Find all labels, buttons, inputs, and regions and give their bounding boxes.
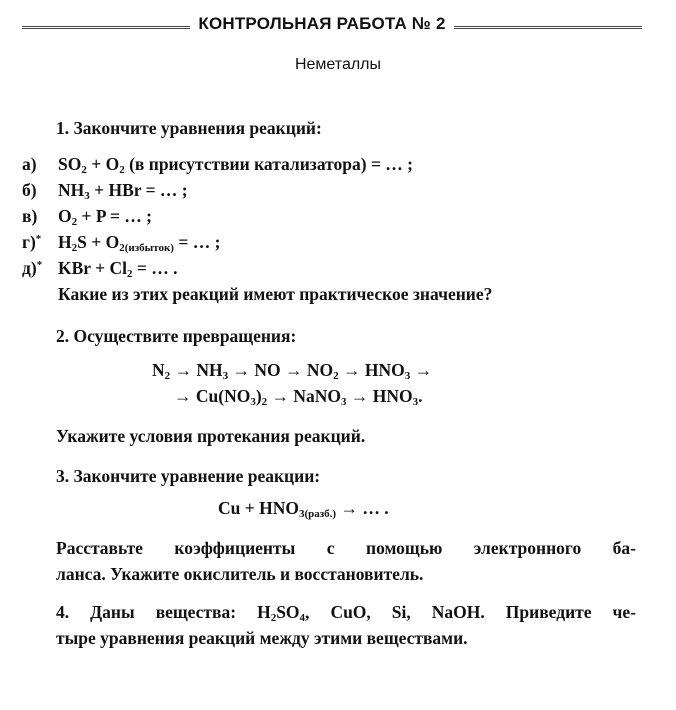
item-label-text: г): [22, 232, 36, 252]
subscript: 3(разб.): [298, 508, 337, 520]
task-3-number: 3.: [56, 466, 70, 486]
subscript: 2: [119, 164, 125, 176]
equation-part: , CuO, Si, NaOH. Приведите че-: [305, 602, 636, 622]
task-4-line-1: [56, 602, 636, 623]
header-rule-right: [454, 26, 642, 29]
subscript: 2: [333, 370, 339, 382]
equation-part: SO: [58, 154, 82, 174]
task-1-number: 1.: [56, 118, 70, 138]
equation-part: → Cu(NO: [174, 386, 251, 406]
equation-part: + P = … ;: [77, 206, 152, 226]
equation-part: (в присутствии катализатора) = … ;: [124, 154, 413, 174]
subscript: 2: [126, 268, 133, 280]
star-mark: *: [35, 233, 42, 245]
subscript: 3: [412, 396, 419, 408]
subscript: 2: [81, 164, 87, 176]
task-2-note: Укажите условия протекания реакций.: [56, 426, 366, 446]
item-label: б): [22, 180, 37, 200]
equation-part: Cu + HNO: [218, 498, 299, 518]
equation-part: + O: [86, 154, 120, 174]
item-label-text: д): [22, 258, 37, 278]
task-1-item-c: [22, 206, 152, 227]
equation-part: H: [58, 232, 72, 252]
equation-part: → NO → NO: [228, 360, 334, 380]
task-1-item-d: [22, 232, 220, 253]
task-3-line-1: Расставьте коэффициенты с помощью электронного ба-: [56, 538, 636, 558]
item-label: [22, 258, 58, 279]
subscript: 2: [261, 396, 268, 408]
subscript: 3: [222, 370, 229, 382]
equation-part: = … ;: [173, 232, 221, 252]
task-1-text: Закончите уравнения реакций:: [73, 118, 322, 138]
equation-part: → NaNO: [267, 386, 342, 406]
task-1-heading: [56, 118, 322, 139]
star-mark: *: [36, 259, 43, 271]
subscript: 3: [404, 370, 411, 382]
page-subtitle: Неметаллы: [294, 56, 382, 73]
equation-part: .: [418, 386, 423, 406]
subscript: 2: [164, 370, 171, 382]
task-1-item-e: [22, 258, 177, 279]
task-4-number: 4.: [56, 602, 70, 622]
equation-part: = … .: [132, 258, 178, 278]
equation-part: KBr + Cl: [58, 258, 127, 278]
subscript: 3: [341, 396, 347, 408]
task-2-text: Осуществите превращения:: [73, 326, 297, 346]
subscript: 4: [299, 612, 306, 624]
task-1-item-b: [22, 180, 188, 201]
task-3-equation: [218, 498, 389, 519]
subscript: 2: [270, 612, 277, 624]
equation-part: → HNO: [338, 360, 405, 380]
header-rule-left: [22, 26, 190, 29]
task-3-heading: [56, 466, 320, 487]
subscript: 2: [71, 242, 78, 254]
item-label: в): [22, 206, 38, 226]
equation-part: + HBr = … ;: [89, 180, 188, 200]
equation-part: → … .: [336, 498, 389, 518]
equation-part: S + O: [77, 232, 120, 252]
task-1-item-a: [22, 154, 413, 175]
task-3-text: Закончите уравнение реакции:: [73, 466, 321, 486]
task-4-line-2: тыре уравнения реакций между этими веществами.: [56, 628, 468, 648]
equation-part: → HNO: [346, 386, 413, 406]
equation-part: SO: [276, 602, 300, 622]
task-3-line-2: ланса. Укажите окислитель и восстановитель.: [56, 564, 424, 584]
equation-part: NH: [58, 180, 85, 200]
subscript: 3: [84, 190, 90, 202]
equation-part: ): [255, 386, 262, 406]
equation-part: O: [58, 206, 72, 226]
task-2-chain-line-1: [152, 360, 432, 381]
page-title: КОНТРОЛЬНАЯ РАБОТА № 2: [198, 14, 446, 33]
item-label: а): [22, 154, 37, 174]
task-2-chain-line-2: [174, 386, 423, 407]
subscript: 2(избыток): [119, 242, 174, 254]
subscript: 3: [250, 396, 256, 408]
item-label: [22, 232, 58, 253]
equation-part: → NH: [170, 360, 223, 380]
equation-part: N: [152, 360, 165, 380]
equation-part: →: [410, 360, 433, 380]
task-2-heading: [56, 326, 296, 347]
subscript: 2: [71, 216, 78, 228]
task-2-number: 2.: [56, 326, 70, 346]
task-1-question: Какие из этих реакций имеют практическое значение?: [58, 284, 493, 304]
header: [22, 14, 642, 36]
equation-part: Даны вещества: H: [90, 602, 271, 622]
